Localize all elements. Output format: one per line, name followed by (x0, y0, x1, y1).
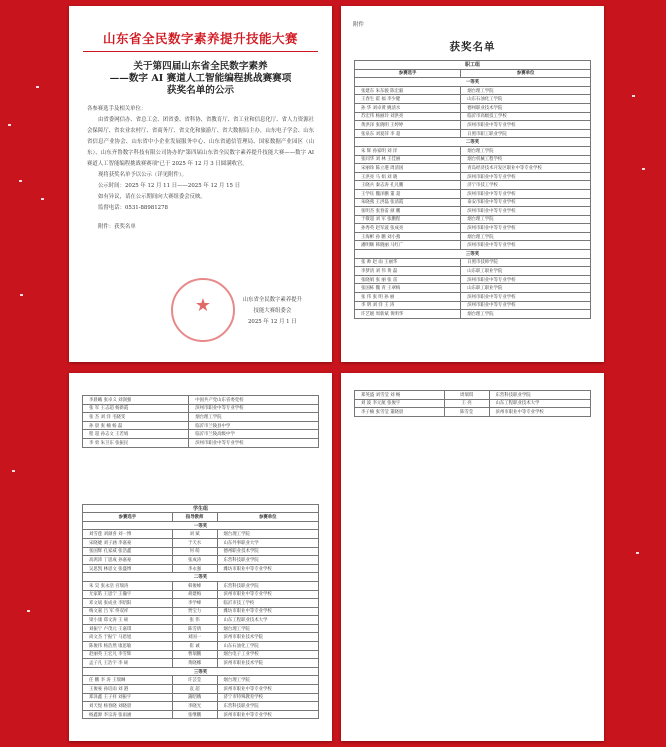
unit-cell: 滨州市职业中等专业学校 (489, 408, 591, 417)
table-row (355, 408, 591, 417)
player-names-cell: 吴思凯 林思文 张盛博 (83, 564, 173, 573)
staff-award-table (354, 60, 591, 319)
award-list-page-3 (341, 373, 604, 741)
notice-title (69, 61, 332, 97)
player-names-cell: 孙秀英 赵军波 张成亮 (355, 224, 461, 233)
player-names-cell: 张建东 朱东骏 陈宏毅 (355, 86, 461, 95)
attachment-note: 附件：获奖名单 (98, 224, 136, 230)
teacher-cell: 许芸莹 (172, 676, 217, 685)
unit-cell: 潍坊市职业中等专业学校 (217, 564, 319, 573)
contest-banner: 山东省全民数字素养提升技能大赛 (102, 31, 298, 46)
table-row (83, 650, 319, 659)
table-row (355, 172, 591, 181)
player-names-cell: 黄洪泽 张晓明 王婷婷 (355, 121, 461, 130)
teacher-cell: 刘 斌 (172, 530, 217, 539)
player-names-cell: 朱晓燕 王洪磊 张清霞 (355, 198, 461, 207)
table-row (83, 599, 319, 608)
signature-block (243, 295, 302, 328)
background-speck (36, 86, 39, 88)
teacher-cell: 蒲昭娥 (172, 693, 217, 702)
prize-level: 二等奖 (83, 573, 319, 582)
teacher-cell: 黄晓娜 (172, 659, 217, 668)
player-names-cell: 朱 辉 孙家明 刘 洋 (355, 146, 461, 155)
player-names-cell: 杨鑫源 李宗涛 张雨涵 (83, 710, 173, 719)
teacher-cell: 陈雪倩 (172, 624, 217, 633)
prize-level-row (355, 250, 591, 259)
player-names-cell: 王海彬 孙 鹏 刘小燕 (355, 232, 461, 241)
player-names-cell: 孟子凡 王浩宇 李 硕 (83, 659, 173, 668)
student-award-table (82, 504, 319, 720)
player-names-cell: 孙 华 刘卓黄 姚清水 (355, 103, 461, 112)
player-names-cell: 李 明 刘 洋 王 涛 (355, 301, 461, 310)
table-row (83, 556, 319, 565)
prize-level: 三等奖 (355, 250, 591, 259)
table-row (355, 310, 591, 319)
player-names-cell: 宋晓婕 刘子涵 李嘉豪 (83, 538, 173, 547)
unit-cell: 滨州市职业技术学院 (217, 659, 319, 668)
unit-cell: 东营科技职业学院 (489, 391, 591, 400)
banner-divider (83, 51, 318, 52)
table-row (83, 396, 319, 405)
player-names-cell: 梅文嘉 吕 军 佟双祥 (83, 607, 173, 616)
player-names-cell: 郑英盛 刘雪莹 刘 畅 (355, 391, 445, 400)
seal-star-icon: ★ (194, 295, 212, 316)
prize-level-row (355, 138, 591, 147)
unit-cell: 滨州市职业中等专业学校 (461, 224, 591, 233)
salutation: 各参赛选手及相关单位： (87, 106, 147, 112)
unit-cell: 滨州市职业中等专业学校 (189, 404, 319, 413)
table-row (83, 438, 319, 447)
teacher-cell: 张成涛 (172, 556, 217, 565)
unit-cell: 临沂市高级技工学校 (461, 112, 591, 121)
player-names-cell: 朱 昊 张永浩 宫瑞涛 (83, 581, 173, 590)
unit-cell: 东营科技职业学院 (217, 702, 319, 711)
teacher-cell: 张继鹏 (172, 710, 217, 719)
background-speck (41, 198, 44, 200)
player-names-cell: 张国栋 魏 青 王翠梅 (355, 284, 461, 293)
prize-level: 一等奖 (83, 521, 319, 530)
table-row (355, 241, 591, 250)
table-row (355, 391, 591, 400)
table-row (355, 224, 591, 233)
group-title: 职工组 (355, 61, 591, 70)
table-row (83, 624, 319, 633)
unit-cell: 滨州市职业中等专业学校 (461, 207, 591, 216)
sign-date: 2025 年 12 月 1 日 (247, 319, 297, 325)
background-speck (636, 552, 639, 554)
table-row (355, 164, 591, 173)
player-names-cell: 王洪亮 马 娟 刘 晓 (355, 172, 461, 181)
table-row (355, 103, 591, 112)
column-header-unit: 参赛单位 (217, 513, 319, 522)
table-row (355, 215, 591, 224)
teacher-cell: 周瑞琪 (444, 391, 489, 400)
table-row (355, 267, 591, 276)
table-row (355, 399, 591, 408)
table-row (83, 702, 319, 711)
unit-cell: 烟台理工学院 (461, 232, 591, 241)
table-row (83, 581, 319, 590)
table-row (83, 659, 319, 668)
notice-title-line: ——数字 AI 赛道人工智能编程挑战赛赛项 (109, 73, 292, 84)
notice-paragraph: 如有异议，请在公示期间向大赛组委会反映。 (98, 194, 206, 200)
table-row (83, 538, 319, 547)
unit-cell: 烟台电子工业学校 (217, 650, 319, 659)
teacher-cell: 李晓光 (172, 702, 217, 711)
unit-cell: 烟台理工学院 (217, 624, 319, 633)
player-names-cell: 潘明顺 韩晓丽 马红广 (355, 241, 461, 250)
table-row (83, 547, 319, 556)
table-row (83, 590, 319, 599)
table-row (355, 258, 591, 267)
notice-title-line: 关于第四届山东省全民数字素养 (133, 61, 268, 72)
column-header-teacher: 指导教师 (172, 513, 217, 522)
player-names-cell: 王春生 霍 福 李少健 (355, 95, 461, 104)
unit-cell: 中国共产党山东省委党校 (189, 396, 319, 405)
player-names-cell: 邓文斌 张成业 李昭阳 (83, 599, 173, 608)
teacher-cell: 韩俊峰 (172, 581, 217, 590)
teacher-cell: 贾宝力 (172, 607, 217, 616)
unit-cell: 青岛经济技术开发区职业中等专业学校 (461, 164, 591, 173)
unit-cell: 东营科技职业学院 (217, 581, 319, 590)
unit-cell: 滨州市职业中等专业学校 (189, 438, 319, 447)
award-list-title: 获奖名单 (449, 41, 496, 53)
table-row (83, 430, 319, 439)
notice-title-line: 获奖名单的公示 (166, 85, 235, 96)
player-names-cell: 张 伟 张 明 孙 丽 (355, 293, 461, 302)
player-names-cell: 张明杰 张春雷 颜 鹏 (355, 207, 461, 216)
table-row (83, 693, 319, 702)
teacher-cell: 李学峰 (172, 599, 217, 608)
player-names-cell: 张国辉 孔家威 张浩鑫 (83, 547, 173, 556)
table-row (355, 95, 591, 104)
unit-cell: 烟台理工学院 (461, 215, 591, 224)
unit-cell: 滨州市职业中等专业学校 (461, 172, 591, 181)
unit-cell: 泰安市职业中等专业学校 (461, 198, 591, 207)
player-names-cell: 刘 波 李元航 张俊宇 (355, 399, 445, 408)
unit-cell: 滨州市职业中等专业学校 (461, 121, 591, 130)
unit-cell: 临沂市兰陵县中学 (189, 421, 319, 430)
column-header-row (83, 513, 319, 522)
column-header-row (355, 69, 591, 78)
teacher-cell: 王 亮 (444, 399, 489, 408)
table-row (83, 633, 319, 642)
background-speck (27, 610, 30, 612)
column-header-unit: 参赛单位 (461, 69, 591, 78)
unit-cell: 滨州市职业技术学院 (217, 633, 319, 642)
table-row (83, 607, 319, 616)
player-names-cell: 尤家皓 王思宁 王瀚宇 (83, 590, 173, 599)
unit-cell: 滨州市职业中等专业学校 (461, 241, 591, 250)
prize-level: 三等奖 (83, 667, 319, 676)
background-speck (12, 470, 15, 472)
unit-cell: 山东工程职业技术大学 (217, 616, 319, 625)
notice-paragraph: 公示时间：2025 年 12 月 11 日——2025 年 12 月 15 日 (98, 183, 241, 189)
column-header-player: 参赛选手 (355, 69, 461, 78)
unit-cell: 济宁市技工学校 (461, 181, 591, 190)
unit-cell: 滨州市职业中等专业学校 (217, 590, 319, 599)
prize-level-row (83, 573, 319, 582)
unit-cell: 烟台理工学院 (189, 413, 319, 422)
table-row (355, 293, 591, 302)
table-row (83, 685, 319, 694)
unit-cell: 烟台机械工程学校 (461, 155, 591, 164)
staff-award-table-continued (82, 395, 319, 448)
teacher-cell: 陈雪莹 (444, 408, 489, 417)
background-speck (632, 95, 635, 97)
table-row (83, 676, 319, 685)
unit-cell: 烟台理工学院 (461, 310, 591, 319)
unit-cell: 日照市职工职业学院 (461, 129, 591, 138)
unit-cell: 山东外事职业大学 (217, 538, 319, 547)
table-row (83, 564, 319, 573)
unit-cell: 烟台理工学院 (217, 530, 319, 539)
notice-page (69, 6, 332, 362)
student-award-table-continued (354, 390, 591, 417)
player-names-cell: 梁小康 郑文涛 王 硕 (83, 616, 173, 625)
background-speck (19, 180, 22, 182)
table-row (355, 189, 591, 198)
unit-cell: 日照市技师学院 (461, 258, 591, 267)
player-names-cell: 赵丽英 王宏凡 李雪辉 (83, 650, 173, 659)
player-names-cell: 李 勇 朱卫东 张振民 (83, 438, 189, 447)
table-row (355, 275, 591, 284)
player-names-cell: 程 超 孙志文 王若娟 (83, 430, 189, 439)
unit-cell: 山东石油化工学院 (461, 95, 591, 104)
teacher-cell: 胡建梅 (172, 590, 217, 599)
teacher-cell: 曹瑞鹏 (172, 650, 217, 659)
player-names-cell: 刘雪莲 刘颜喜 刘一博 (83, 530, 173, 539)
unit-cell: 东营科技职业学院 (217, 556, 319, 565)
player-names-cell: 张同华 刘 林 王佳丽 (355, 155, 461, 164)
player-names-cell: 李梦清 刘 伟 黄 磊 (355, 267, 461, 276)
table-row (83, 710, 319, 719)
player-names-cell: 孙 晨 张 楠 杨 磊 (83, 421, 189, 430)
player-names-cell: 郑泽鑫 王子祥 刘振宇 (83, 693, 173, 702)
player-names-cell: 张 杰 刘 洋 毛晓雯 (83, 413, 189, 422)
teacher-cell: 崔 诚 (172, 642, 217, 651)
prize-level-row (83, 521, 319, 530)
table-row (83, 413, 319, 422)
player-names-cell: 许艺媛 周新斌 黄明华 (355, 310, 461, 319)
player-names-cell: 于敬超 刘 军 张鹏程 (355, 215, 461, 224)
background-speck (8, 124, 11, 126)
player-names-cell: 张 帅 赵 雨 王丽华 (355, 258, 461, 267)
unit-cell: 滨州市职业中等专业学校 (461, 301, 591, 310)
unit-cell: 山东石油化工学院 (217, 642, 319, 651)
player-names-cell: 李子楠 张雪莹 董晓晨 (355, 408, 445, 417)
table-row (355, 146, 591, 155)
notice-paragraph: 由省委网信办、省总工会、团省委、省科协、省教育厅、省工业和信息化厅、省人力资源社会保障厅、省农业农村厅、省商务厅、省文化和旅游厅、省大数据局主办，山东电子学会、山东省信息产业协会、山东省中小企业发展服务中心、山东省通信管理局、国家数据产业园区（山东）、山东齐鲁数字科技有限公司协办的"第四届山东省全民数字素养提升技能大赛——数字 AI 赛道人工智能编程挑战赛赛项"已于 2025 年 12 月 3 日圆满收官。 (87, 117, 314, 167)
unit-cell: 滨州市职业中等专业学校 (217, 685, 319, 694)
notice-body (69, 104, 332, 214)
table-row (83, 404, 319, 413)
table-row (355, 112, 591, 121)
player-names-cell: 张泉东 刘爱萍 李 超 (355, 129, 461, 138)
group-header-row (83, 504, 319, 513)
table-row (355, 284, 591, 293)
teacher-cell: 于天水 (172, 538, 217, 547)
table-row (355, 198, 591, 207)
player-names-cell: 苏宏伟 杨丽玲 刘洪亮 (355, 112, 461, 121)
teacher-cell: 何 萌 (172, 547, 217, 556)
player-names-cell: 任 鹏 李 涛 王瑞琳 (83, 676, 173, 685)
unit-cell: 烟台理工学院 (217, 676, 319, 685)
unit-cell: 山东职工职业学院 (461, 284, 591, 293)
prize-level: 一等奖 (355, 78, 591, 87)
notice-paragraph: 现将获奖名单予以公示（详见附件）。 (98, 172, 187, 178)
table-row (355, 232, 591, 241)
unit-cell: 滨州市职业中等专业学校 (461, 189, 591, 198)
player-names-cell: 张 军 王志超 杨新霞 (83, 404, 189, 413)
unit-cell: 滨州市职业中等专业学校 (217, 710, 319, 719)
player-names-cell: 王学钰 魏泽鹏 董 超 (355, 189, 461, 198)
player-names-cell: 李晨曦 张卓义 刘润强 (83, 396, 189, 405)
signer-line: 山东省全民数字素养提升 (242, 297, 302, 303)
notice-paragraph: 监督电话：0531-88981278 (98, 205, 168, 211)
background-speck (642, 168, 645, 170)
unit-cell: 山东工程职业技术大学 (489, 399, 591, 408)
unit-cell: 德州职业技术学院 (217, 547, 319, 556)
table-row (355, 86, 591, 95)
unit-cell: 烟台理工学院 (461, 86, 591, 95)
table-row (355, 207, 591, 216)
unit-cell: 山东职工职业学院 (461, 267, 591, 276)
unit-cell: 滨州市职业中等专业学校 (461, 293, 591, 302)
table-row (355, 129, 591, 138)
unit-cell: 临沂市技工学校 (217, 599, 319, 608)
teacher-cell: 李永强 (172, 564, 217, 573)
table-row (83, 642, 319, 651)
player-names-cell: 刘天煜 杨春晓 刘晓晨 (83, 702, 173, 711)
signer-line: 技能大赛组委会 (253, 308, 292, 314)
prize-level-row (83, 667, 319, 676)
table-row (83, 421, 319, 430)
prize-level: 二等奖 (355, 138, 591, 147)
table-row (83, 616, 319, 625)
player-names-cell: 高鸿沛 丁思成 孙嘉豪 (83, 556, 173, 565)
player-names-cell: 尚文杰 于振宁 马恩旭 (83, 633, 173, 642)
prize-level-row (355, 78, 591, 87)
player-names-cell: 王晓兵 秦志涛 孔凡鹏 (355, 181, 461, 190)
unit-cell: 潍坊市职业中等专业学校 (217, 607, 319, 616)
table-row (355, 121, 591, 130)
table-row (355, 301, 591, 310)
player-names-cell: 张晓娟 张 丽 张 雷 (355, 275, 461, 284)
group-header-row (355, 61, 591, 70)
player-names-cell: 王俊豪 孙培雨 刘 港 (83, 685, 173, 694)
unit-cell: 济宁市特殊教育学校 (217, 693, 319, 702)
column-header-player: 参赛选手 (83, 513, 173, 522)
teacher-cell: 张 伟 (172, 616, 217, 625)
unit-cell: 烟台理工学院 (461, 146, 591, 155)
player-names-cell: 陈俊伟 杨浩然 康思敏 (83, 642, 173, 651)
teacher-cell: 袁 超 (172, 685, 217, 694)
table-row (355, 155, 591, 164)
award-list-page-2 (69, 373, 332, 741)
table-row (83, 530, 319, 539)
unit-cell: 德州职业技术学院 (461, 103, 591, 112)
group-title: 学生组 (83, 504, 319, 513)
attachment-label: 附件 (353, 22, 365, 28)
player-names-cell: 刘振宁 卢茂元 王嘉琪 (83, 624, 173, 633)
teacher-cell: 刘国一 (172, 633, 217, 642)
table-row (355, 181, 591, 190)
unit-cell: 临沂市兰陵高级中学 (189, 430, 319, 439)
player-names-cell: 宋丽珍 陈立港 周清国 (355, 164, 461, 173)
official-seal (171, 278, 235, 342)
unit-cell: 滨州市职业中等专业学校 (461, 275, 591, 284)
award-list-page-1 (341, 6, 604, 362)
background-speck (20, 294, 23, 296)
